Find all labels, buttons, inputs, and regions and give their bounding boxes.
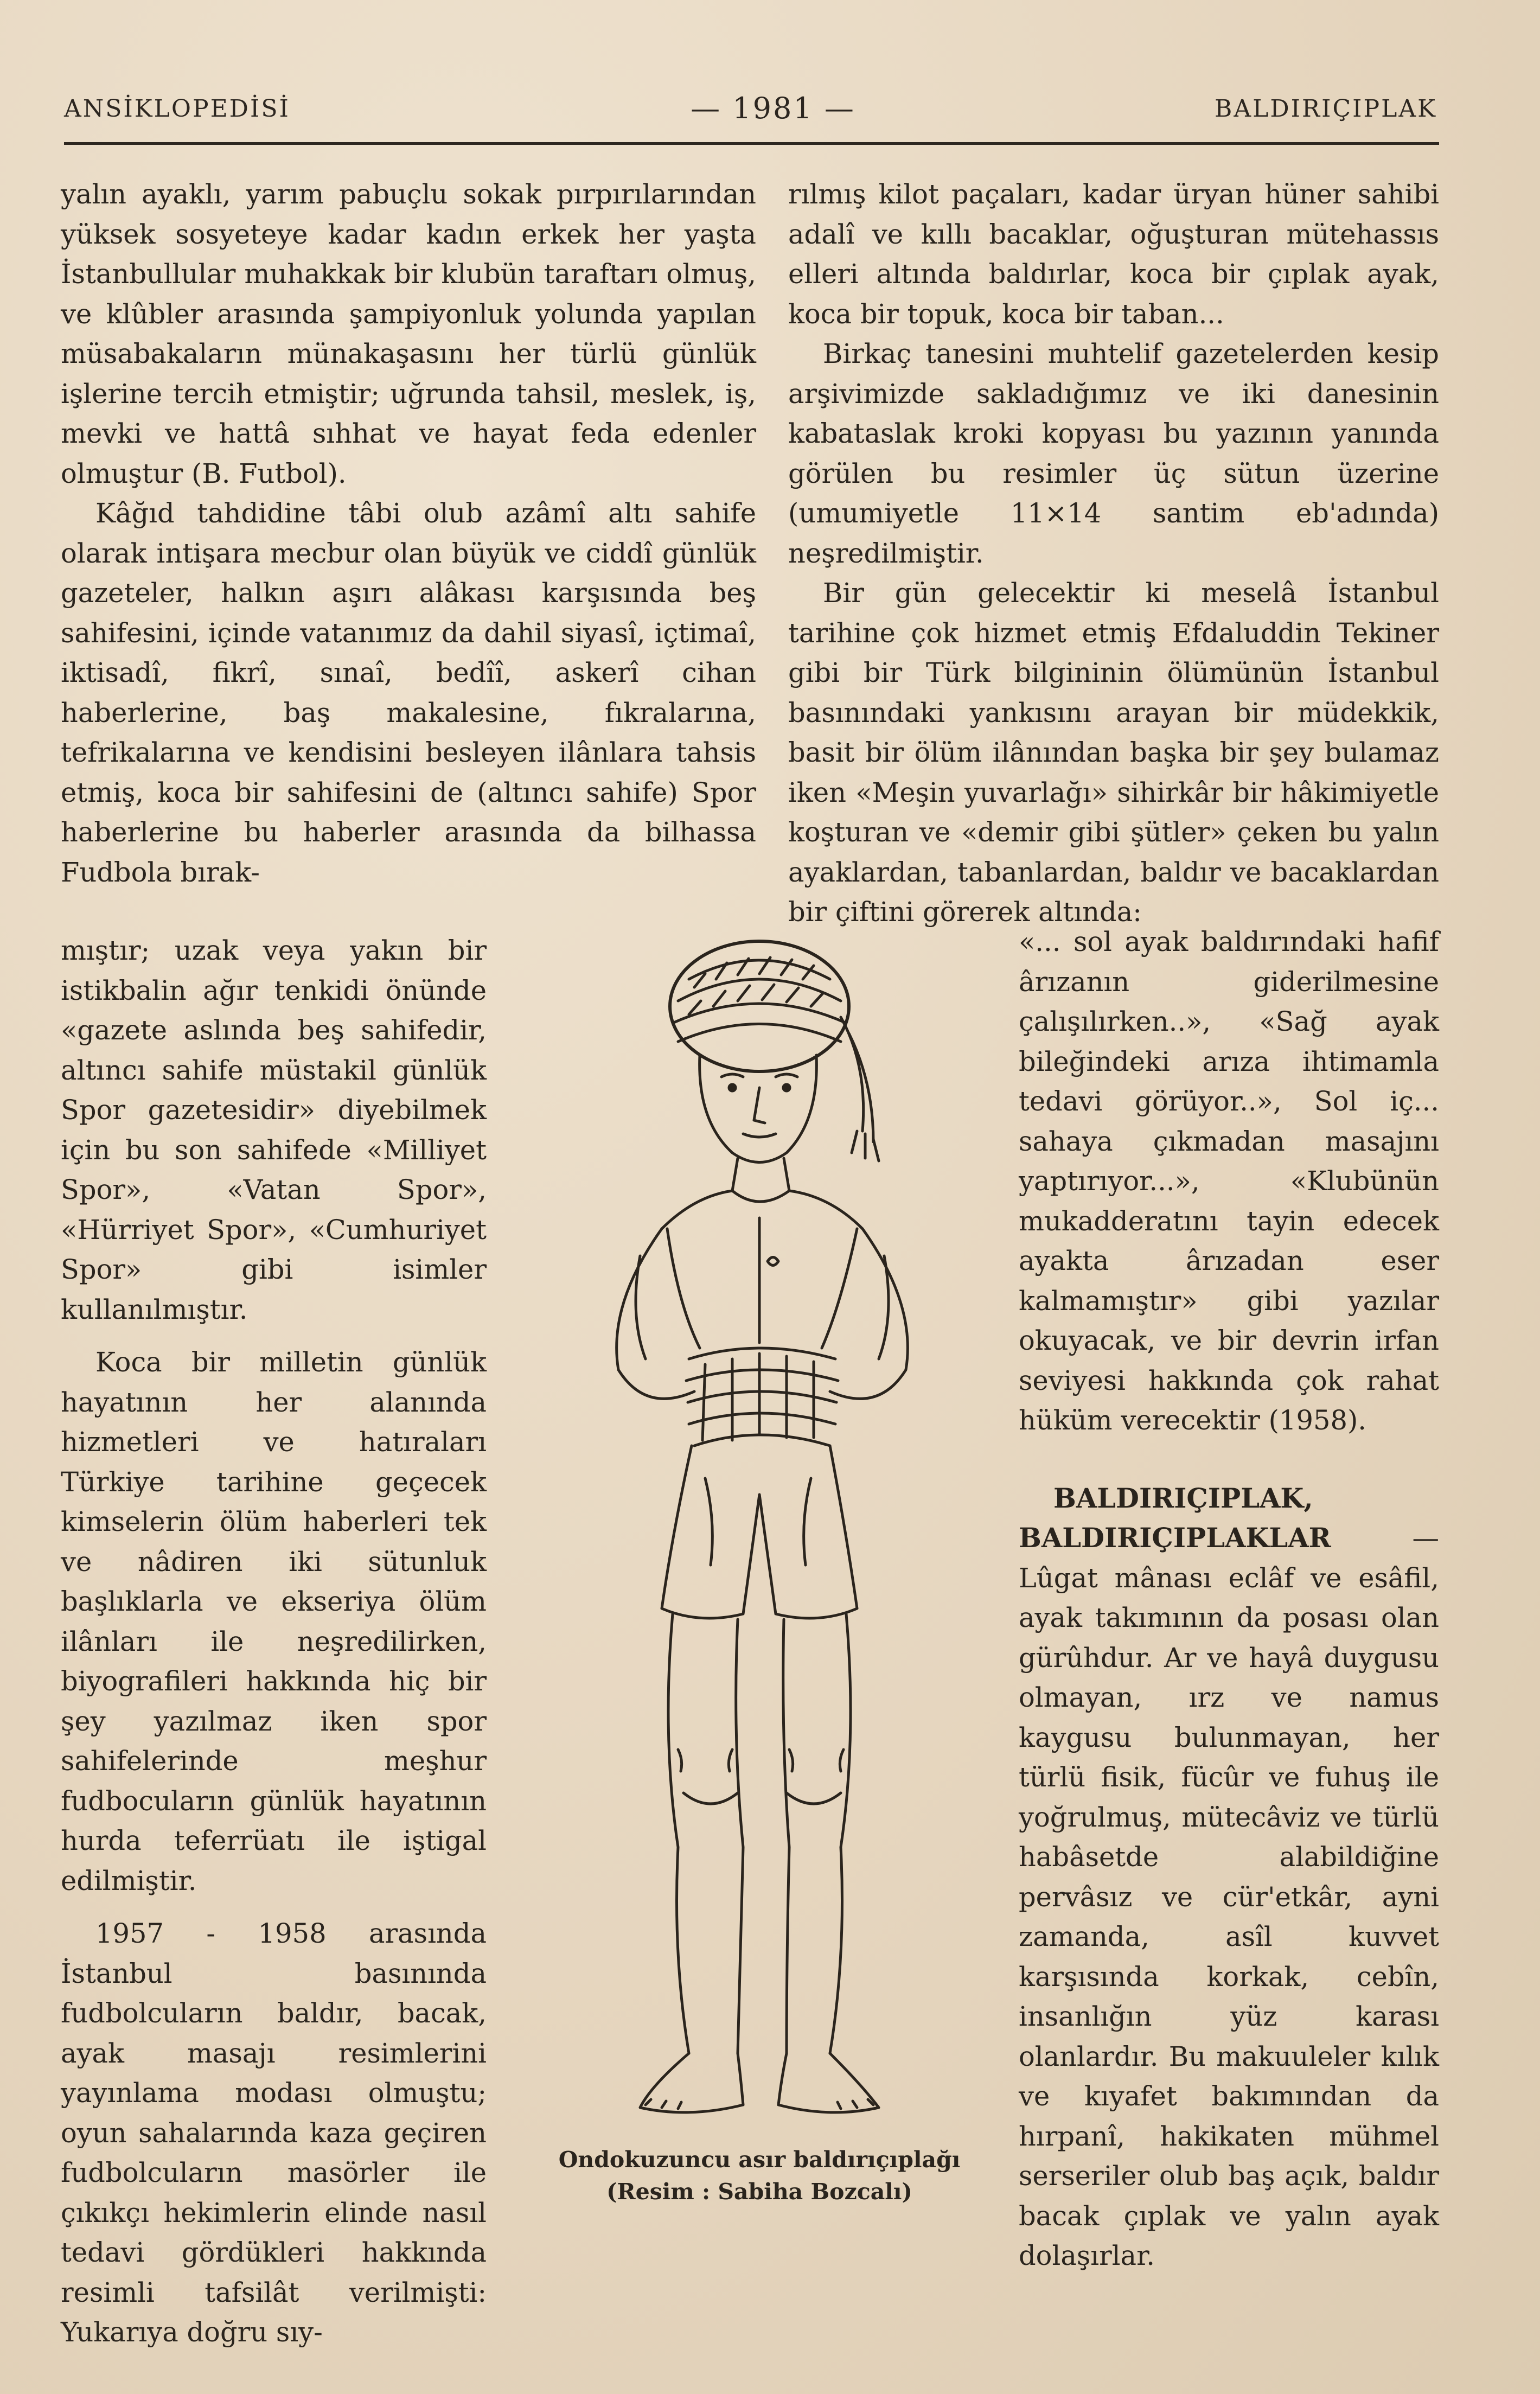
entry-text: — Lûgat mânası eclâf ve esâfil, ayak takımının da posası olan gürûhdur. Ar ve hayâ duygusu olmayan, ırz ve namus kaygusu bulunmayan, her türlü fisik, fücûr ve fuhuş ile yoğrulmuş, mütecâviz ve türlü habâsetde alabildiğine pervâsız ve cür'etkâr, ayni zamanda, asîl kuvvet karşısında korkak, cebîn, insanlığın yüz karası olanlardır. Bu makuuleler kılık ve kıyafet bakımından da hırpanî, hakikaten mühmel serseriler olub baş açık, baldır bacak çıplak ve yalın ayak dolaşırlar. [1019,1522,1439,2271]
left-column-upper [61,175,756,892]
paragraph: Bir gün gelecektir ki meselâ İstanbul tarihine çok hizmet etmiş Efdaluddin Tekiner gibi bir Türk bilgininin ölümünün İstanbul basınındaki yankısını arayan bir müdekkik, basit bir ölüm ilânından başka bir şey bulamaz iken «Meşin yuvarlağı» sihirkâr bir hâkimiyetle koşturan ve «demir gibi şütler» çeken bu yalın ayaklardan, tabanlardan, baldır ve bacaklardan bir çiftini görerek altında: [788,577,1439,928]
running-header-right: BALDIRIÇIPLAK [1214,95,1437,123]
paragraph: Koca bir milletin günlük hayatının her alanında hizmetleri ve hatıraları Türkiye tarihine geçecek kimselerin ölüm haberleri tek ve nâdiren iki sütunluk başlıklarla ve ekseriya ölüm ilânları ile neşredilirken, biyografileri hakkında hiç bir şey yazılmaz iken spor sahifelerinde meşhur fudbocuların günlük hayatının hurda teferrüatı ile iştigal edilmiştir. [61,1346,487,1897]
left-column-lower [61,931,487,2353]
baldiriciplak-illustration-icon [515,925,1004,2173]
header-rule [64,142,1439,145]
running-header-left: ANSİKLOPEDİSİ [64,95,290,123]
figure-caption-title: Ondokuzuncu asır baldırıçıplağı [558,2147,961,2173]
paragraph: rılmış kilot paçaları, kadar üryan hüner sahibi adalî ve kıllı bacaklar, oğuşturan mütehassıs elleri altında baldırlar, koca bir çıplak ayak, koca bir topuk, koca bir taban... [788,178,1439,330]
entry-paragraph [1019,1479,1439,2276]
paragraph: Birkaç tanesini muhtelif gazetelerden kesip arşivimizde sakladığımız ve iki danesinin kabataslak kroki kopyası bu yazının yanında görülen bu resimler üç sütun üzerine (umumiyetle 11×14 santim eb'adında) neşredilmiştir. [788,338,1439,569]
paragraph: «... sol ayak baldırındaki hafif ârızanın giderilmesine çalışılırken..», «Sağ ayak bileğindeki arıza ihtimamla tedavi görüyor..», Sol iç... sahaya çıkmadan masajını yaptırıyor...», «Klubünün mukadderatını tayin edecek ayakta ârızadan eser kalmamıştır» gibi yazılar okuyacak, ve bir devrin irfan seviyesi hakkında çok rahat hüküm verecektir (1958). [1019,926,1439,1436]
paragraph: yalın ayaklı, yarım pabuçlu sokak pırpırılarından yüksek sosyeteye kadar kadın erkek her yaşta İstanbullular muhakkak bir klubün taraftarı olmuş, ve klûbler arasında şampiyonluk yolunda yapılan müsabakaların münakaşasını her türlü günlük işlerine tercih etmiştir; uğrunda tahsil, meslek, iş, mevki ve hattâ sıhhat ve hayat feda edenler olmuştur (B. Futbol). [61,178,756,489]
paragraph: 1957 - 1958 arasında İstanbul basınında fudbolcuların baldır, bacak, ayak masajı resimlerini yayınlama modası olmuştu; oyun sahalarında kaza geçiren fudbolcuların masörler ile çıkıkçı hekimlerin elinde nasıl tedavi gördükleri hakkında resimli tafsilât verilmişti: Yukarıya doğru sıy- [61,1918,487,2348]
figure-caption-credit: (Resim : Sabiha Bozcalı) [606,2179,912,2205]
page-number: — 1981 — [691,91,855,125]
paragraph: Kâğıd tahdidine tâbi olub azâmî altı sahife olarak intişara mecbur olan büyük ve ciddî günlük gazeteler, halkın aşırı alâkası karşısında beş sahifesini, içinde vatanımız da dahil siyasî, içtimaî, iktisadî, fikrî, sınaî, bedîî, askerî cihan haberlerine, baş makalesine, fıkralarına, tefrikalarına ve kendisini besleyen ilânlara tahsis etmiş, koca bir sahifesini de (altıncı sahife) Spor haberlerine bu haberler arasında da bilhassa Fudbola bırak- [61,497,756,888]
paragraph: mıştır; uzak veya yakın bir istikbalin ağır tenkidi önünde «gazete aslında beş sahifedir, altıncı sahife müstakil günlük Spor gazetesidir» diyebilmek için bu son sahifede «Milliyet Spor», «Vatan Spor», «Hürriyet Spor», «Cumhuriyet Spor» gibi isimler kullanılmıştır. [61,935,487,1325]
right-column-lower [1019,922,1439,2276]
right-column-upper [788,175,1439,933]
entry-heading: BALDIRIÇIPLAK, BALDIRIÇIPLAKLAR [1019,1482,1331,1554]
